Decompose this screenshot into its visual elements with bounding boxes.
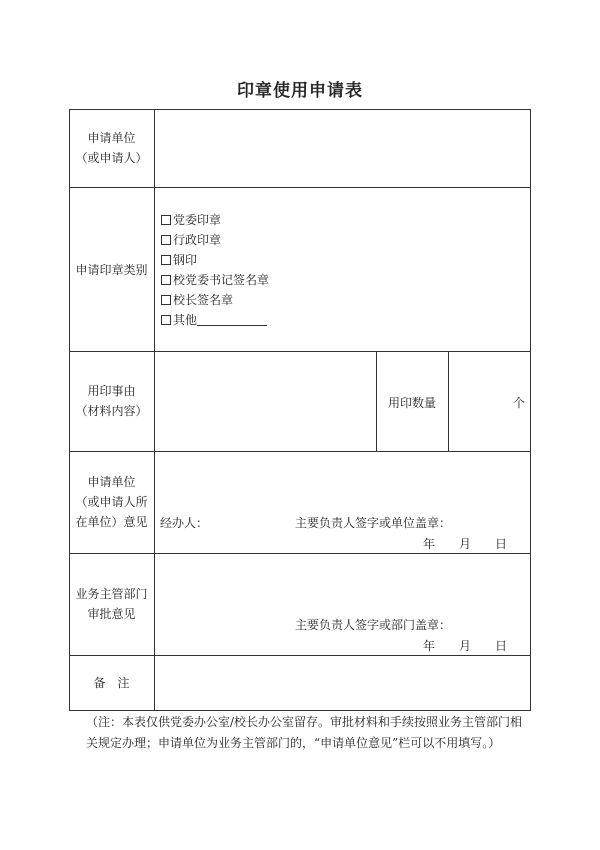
purpose-label: 用印事由 （材料内容） [75,384,148,418]
handler-label: 经办人： [160,516,209,530]
row-divider [69,351,531,352]
dept-date-month: 月 [459,639,472,653]
purpose-field[interactable] [156,354,374,449]
other-blank-line[interactable] [197,312,267,326]
applicant-field[interactable] [156,112,528,184]
seal-option-admin[interactable]: 行政印章 [161,230,269,250]
seal-option-secretary[interactable]: 校党委书记签名章 [161,270,269,290]
seal-option-president[interactable]: 校长签名章 [161,290,269,310]
checkbox-icon[interactable] [161,255,171,265]
label-column-divider [154,109,155,711]
seal-option-party[interactable]: 党委印章 [161,210,269,230]
footnote: （注：本表仅供党委办公室/校长办公室留存。审批材料和手续按照业务主管部门相关规定办理；申请单位为业务主管部门的，“申请单位意见”栏可以不用填写。） [86,715,523,750]
checkbox-icon[interactable] [161,235,171,245]
checkbox-icon[interactable] [161,295,171,305]
seal-option-steel[interactable]: 钢印 [161,250,269,270]
remarks-label: 备 注 [93,676,130,690]
quantity-label: 用印数量 [387,396,436,410]
seal-options [161,210,269,330]
form-title: 印章使用申请表 [237,81,363,101]
unit-date-year: 年 [423,537,436,551]
unit-signature-label: 主要负责人签字或单位盖章： [295,516,452,530]
unit-date-day: 日 [495,537,508,551]
applicant-label: 申请单位 （或申请人） [75,131,148,165]
row-divider [69,187,531,188]
checkbox-icon[interactable] [161,315,171,325]
unit-opinion-label: 申请单位 （或申请人所 在单位）意见 [75,475,148,529]
seal-option-other[interactable]: 其他 [161,310,269,330]
dept-date-year: 年 [423,639,436,653]
quantity-unit: 个 [513,396,526,410]
quantity-divider [448,351,449,451]
dept-signature-label: 主要负责人签字或部门盖章： [295,618,452,632]
dept-date-day: 日 [495,639,508,653]
unit-date-month: 月 [459,537,472,551]
dept-opinion-label: 业务主管部门 审批意见 [75,587,148,621]
remarks-field[interactable] [156,658,528,708]
checkbox-icon[interactable] [161,275,171,285]
row-divider [69,451,531,452]
seal-type-label: 申请印章类别 [75,263,148,277]
checkbox-icon[interactable] [161,215,171,225]
